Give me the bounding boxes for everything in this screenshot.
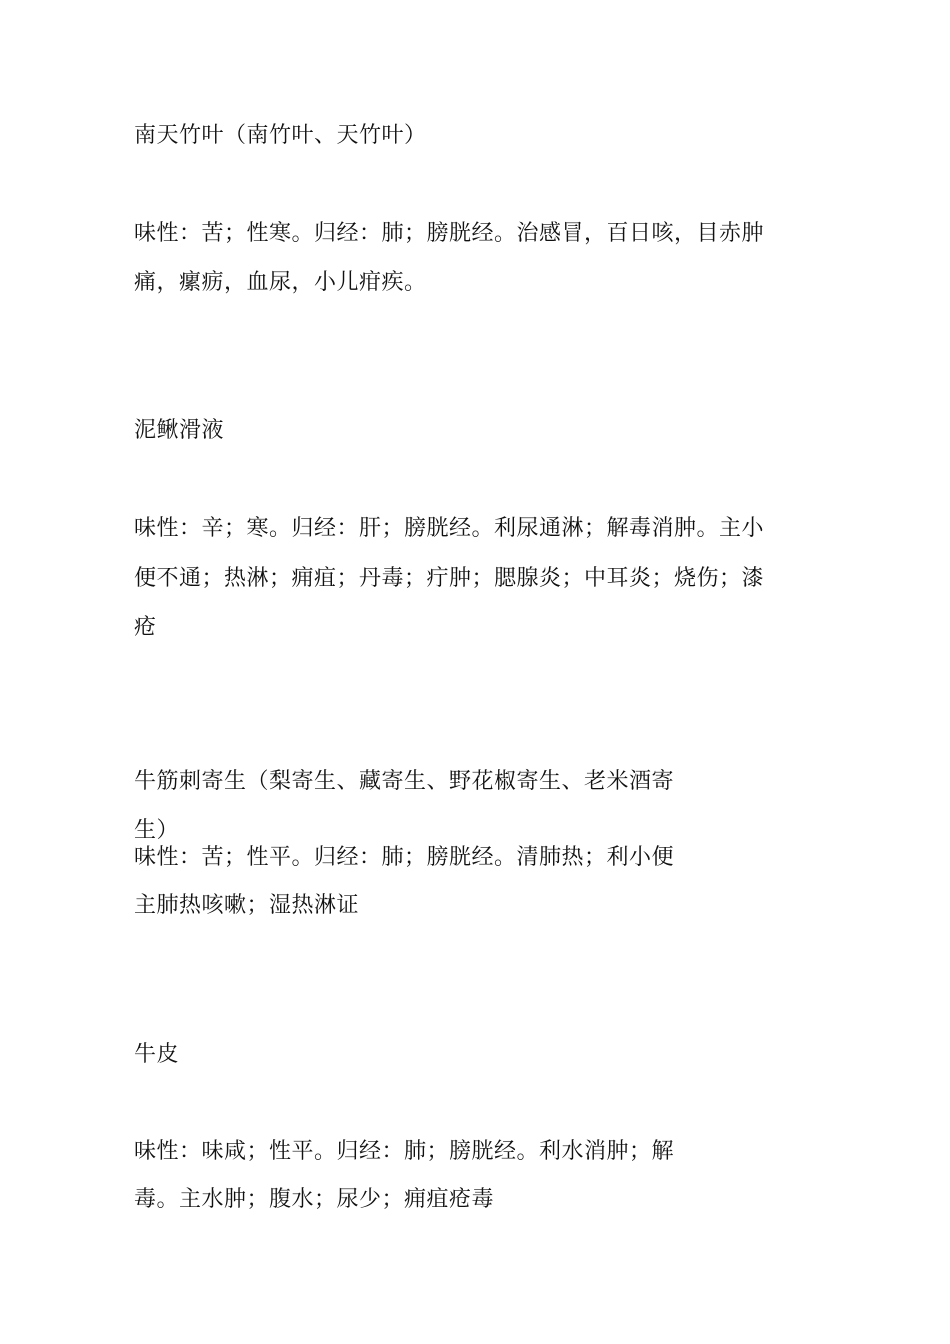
entry-4-title: 牛皮 [134,1042,180,1067]
entry-4-body-line-2: 毒。主水肿；腹水；尿少；痈疽疮毒 [134,1187,495,1212]
entry-3-title-line-1: 牛筋刺寄生（梨寄生、藏寄生、野花椒寄生、老米酒寄 [134,769,675,794]
entry-3-body-line-2: 主肺热咳嗽；湿热淋证 [134,893,360,918]
entry-1-title: 南天竹叶（南竹叶、天竹叶） [134,123,427,148]
entry-2-body-line-1: 味性：辛；寒。归经：肝；膀胱经。利尿通淋；解毒消肿。主小 [134,516,765,541]
entry-2-title: 泥鳅滑液 [134,418,225,443]
entry-2-body-line-3: 疮 [134,615,157,640]
entry-4-body-line-1: 味性：味咸；性平。归经：肺；膀胱经。利水消肿；解 [134,1139,675,1164]
entry-1-body-line-1: 味性：苦；性寒。归经：肺；膀胱经。治感冒，百日咳，目赤肿 [134,221,765,246]
entry-2-body-line-2: 便不通；热淋；痈疽；丹毒；疔肿；腮腺炎；中耳炎；烧伤；漆 [134,566,765,591]
entry-1-body-line-2: 痛，瘰疬，血尿，小儿疳疾。 [134,270,427,295]
entry-3-body-line-1: 味性：苦；性平。归经：肺；膀胱经。清肺热；利小便 [134,845,675,870]
entry-3-title-line-2: 生） [134,818,180,843]
